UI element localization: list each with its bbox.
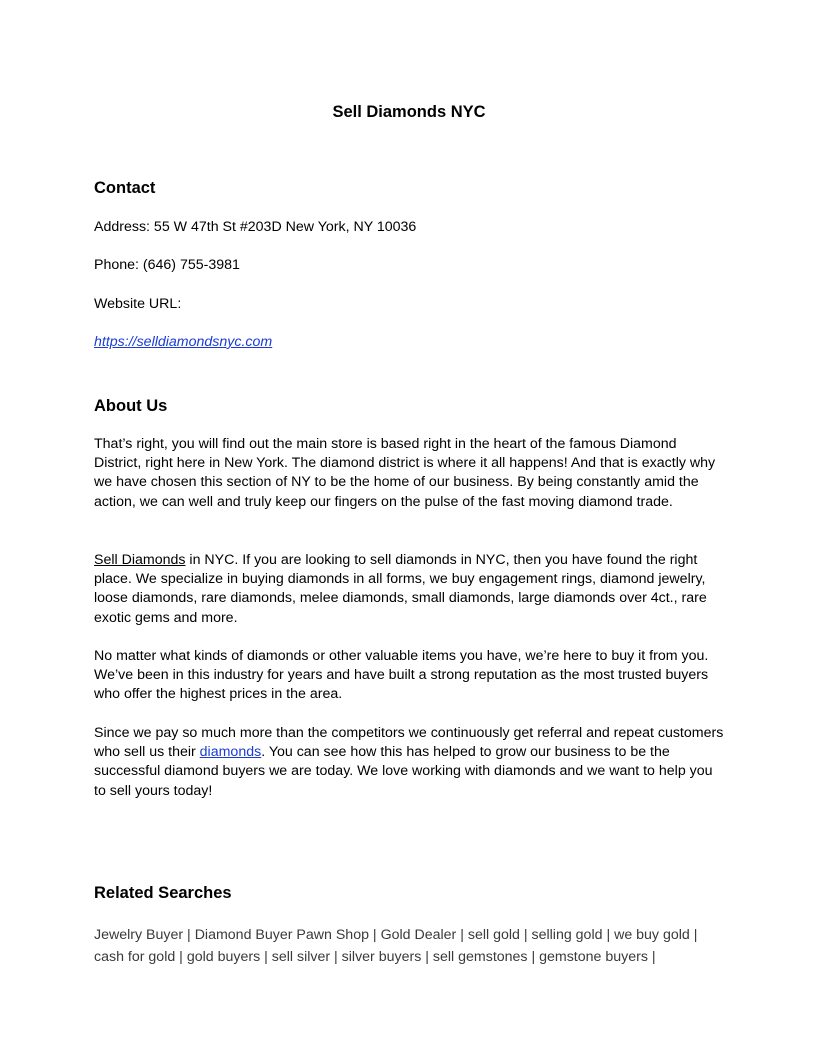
sell-diamonds-link[interactable]: Sell Diamonds	[94, 552, 186, 568]
related-search-item: Diamond Buyer Pawn Shop	[194, 927, 369, 943]
about-heading: About Us	[94, 397, 168, 415]
related-search-item: selling gold	[531, 927, 603, 943]
contact-address: Address: 55 W 47th St #203D New York, NY 10036	[94, 219, 417, 235]
contact-heading: Contact	[94, 179, 156, 197]
related-search-item: sell gold	[467, 927, 520, 943]
about-paragraph-2-text: in NYC. If you are looking to sell diamonds in NYC, then you have found the right place. We specialize in buying diamonds in all forms, we buy engagement rings, diamond jewelry, loose diamonds, rare diamonds, melee diamonds, small diamonds, large diamonds over 4ct., rare exotic gems and more.	[94, 552, 707, 626]
about-paragraph-4-start: Since we pay so much more than the competitors we continuously get referral and repeat customers who sell us their	[94, 725, 724, 761]
related-search-item: silver buyers	[341, 949, 422, 965]
related-heading: Related Searches	[94, 884, 232, 902]
related-search-item: Gold Dealer	[380, 927, 457, 943]
about-paragraph-3: No matter what kinds of diamonds or other valuable items you have, we’re here to buy it from you. We’ve been in this industry for years and have built a strong reputation as the most trusted buyers who offer the highest prices in the area.	[94, 648, 709, 703]
related-search-item: gold buyers	[186, 949, 261, 965]
diamonds-link[interactable]: diamonds	[199, 744, 262, 761]
contact-phone: Phone: (646) 755-3981	[94, 257, 240, 273]
related-search-item: gemstone buyers	[539, 949, 648, 965]
document-title: Sell Diamonds NYC	[332, 103, 486, 121]
contact-website-label: Website URL:	[94, 296, 182, 312]
related-search-item: Jewelry Buyer	[94, 927, 184, 943]
about-paragraph-2	[94, 551, 724, 628]
about-paragraph-4-end: . You can see how this has helped to grow our business to be the successful diamond buyers we are today. We love working with diamonds and we want to help you to sell yours today!	[94, 744, 713, 799]
related-searches-list: Jewelry Buyer | Diamond Buyer Pawn Shop | Gold Dealer | sell gold | selling gold | we buy gold | cash for gold | gold buyers | sell silver | silver buyers | sell gemstones | gemstone buyers |	[94, 927, 698, 965]
related-search-item: we buy gold	[614, 927, 690, 943]
about-paragraph-1: That’s right, you will find out the main store is based right in the heart of the famous Diamond District, right here in New York. The diamond district is where it all happens! And that is exactly why we have chosen this section of NY to be the home of our business. By being constantly amid the action, we can well and truly keep our fingers on the pulse of the fast moving diamond trade.	[94, 436, 716, 510]
related-search-item: sell gemstones	[432, 949, 528, 965]
related-search-item: sell silver	[271, 949, 331, 965]
about-paragraph-4	[94, 724, 724, 801]
related-search-item: cash for gold	[94, 949, 176, 965]
website-url-link[interactable]: https://selldiamondsnyc.com	[94, 334, 273, 350]
contact-website-line	[94, 333, 272, 352]
